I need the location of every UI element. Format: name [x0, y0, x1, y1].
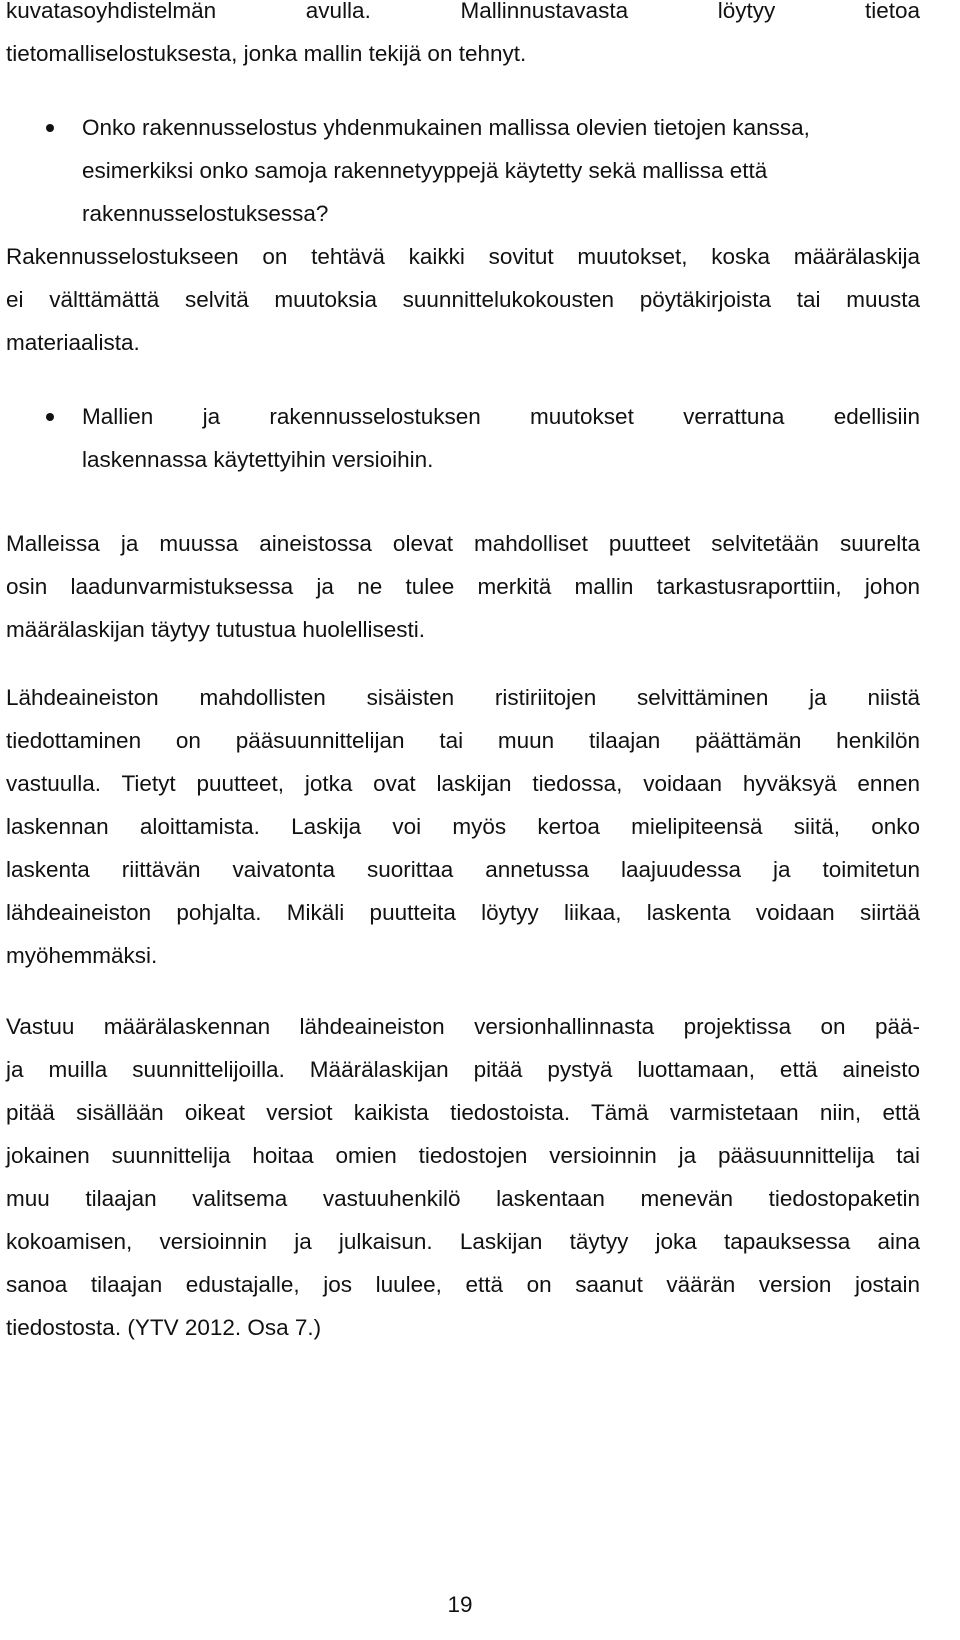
text-line: laskenta riittävän vaivatonta suorittaa annetussa laajuudessa ja toimitetun	[6, 857, 920, 882]
text-line: jokainen suunnittelija hoitaa omien tiedostojen versioinnin ja pääsuunnittelija tai	[6, 1143, 920, 1168]
text-line: määrälaskijan täytyy tutustua huolellisesti.	[6, 617, 425, 642]
text-line: vastuulla. Tietyt puutteet, jotka ovat laskijan tiedossa, voidaan hyväksyä ennen	[6, 771, 920, 796]
text-line: materiaalista.	[6, 330, 140, 355]
text-line: rakennusselostuksessa?	[82, 201, 329, 226]
text-line: tiedottaminen on pääsuunnittelijan tai muun tilaajan päättämän henkilön	[6, 728, 920, 753]
text-line: Rakennusselostukseen on tehtävä kaikki sovitut muutokset, koska määrälaskija	[6, 244, 920, 269]
text-line: ei välttämättä selvitä muutoksia suunnittelukokousten pöytäkirjoista tai muusta	[6, 287, 920, 312]
text-line: Lähdeaineiston mahdollisten sisäisten ristiriitojen selvittäminen ja niistä	[6, 685, 920, 710]
bullet-icon	[46, 413, 54, 421]
page-number: 19	[447, 1592, 473, 1617]
text-line: Onko rakennusselostus yhdenmukainen mallissa olevien tietojen kanssa,	[82, 115, 810, 140]
text-line: Vastuu määrälaskennan lähdeaineiston versionhallinnasta projektissa on pää-	[6, 1014, 920, 1039]
text-line: lähdeaineiston pohjalta. Mikäli puutteita löytyy liikaa, laskenta voidaan siirtää	[6, 900, 920, 925]
text-line: esimerkiksi onko samoja rakennetyyppejä käytetty sekä mallissa että	[82, 158, 768, 183]
text-line: Malleissa ja muussa aineistossa olevat mahdolliset puutteet selvitetään suurelta	[6, 531, 920, 556]
text-line: laskennan aloittamista. Laskija voi myös kertoa mielipiteensä siitä, onko	[6, 814, 920, 839]
text-line: pitää sisällään oikeat versiot kaikista tiedostoista. Tämä varmistetaan niin, että	[6, 1100, 920, 1125]
bullet-icon	[46, 124, 54, 132]
text-line: sanoa tilaajan edustajalle, jos luulee, että on saanut väärän version jostain	[6, 1272, 920, 1297]
text-line: laskennassa käytettyihin versioihin.	[82, 447, 434, 472]
text-line: kokoamisen, versioinnin ja julkaisun. Laskijan täytyy joka tapauksessa aina	[6, 1229, 920, 1254]
text-line: myöhemmäksi.	[6, 943, 158, 968]
text-line: tiedostosta. (YTV 2012. Osa 7.)	[6, 1315, 322, 1340]
text-line: Mallien ja rakennusselostuksen muutokset verrattuna edellisiin	[82, 404, 920, 429]
text-line: kuvatasoyhdistelmän avulla. Mallinnustavasta löytyy tietoa	[6, 0, 920, 23]
text-line: tietomalliselostuksesta, jonka mallin tekijä on tehnyt.	[6, 41, 527, 66]
text-line: ja muilla suunnittelijoilla. Määrälaskijan pitää pystyä luottamaan, että aineisto	[6, 1057, 920, 1082]
text-line: muu tilaajan valitsema vastuuhenkilö laskentaan menevän tiedostopaketin	[6, 1186, 920, 1211]
text-line: osin laadunvarmistuksessa ja ne tulee merkitä mallin tarkastusraporttiin, johon	[6, 574, 920, 599]
